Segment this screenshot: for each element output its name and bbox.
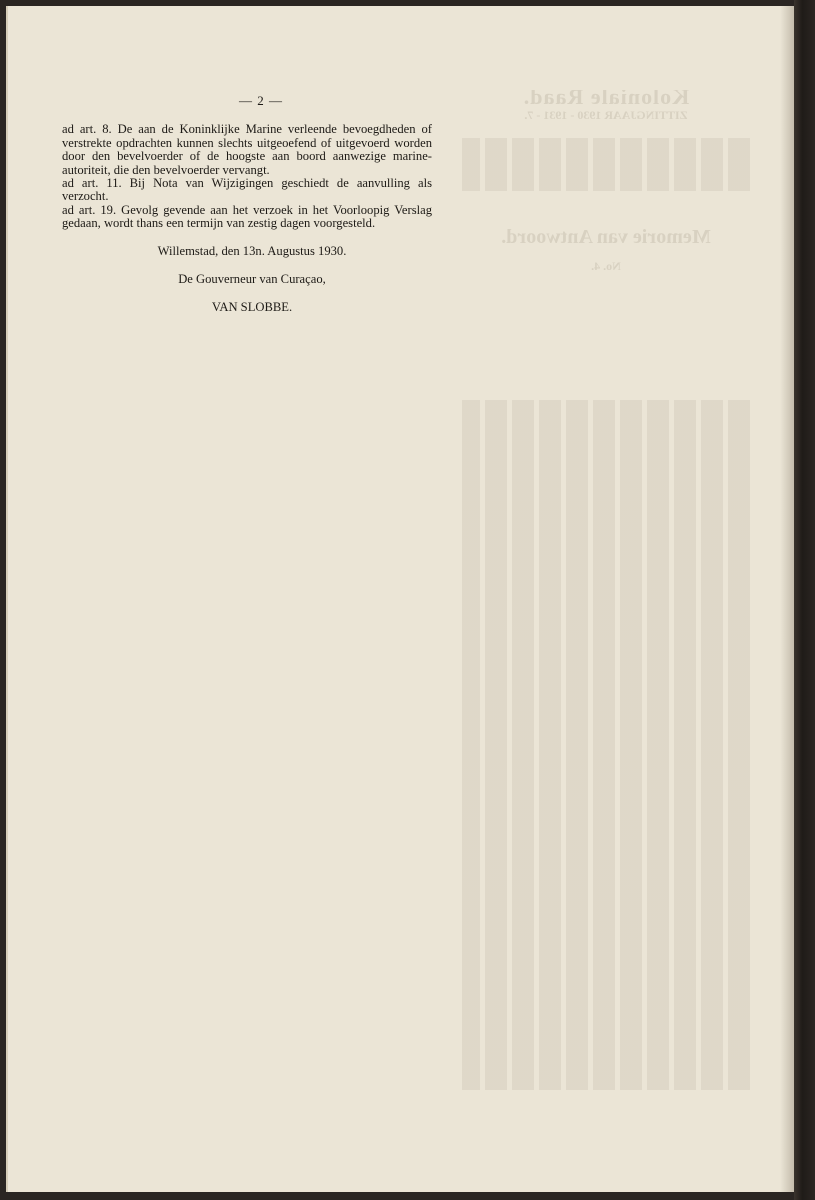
paragraph-art-19: ad art. 19. Gevolg gevende aan het verzoek in het Voorloopig Verslag gedaan, wordt thans een termijn van zestig dagen voorgesteld. (62, 202, 432, 231)
signature-block (62, 245, 432, 315)
bleed-heading: Koloniale Raad. (522, 90, 690, 109)
page-shadow (780, 6, 794, 1192)
signatory-name: VAN SLOBBE. (211, 300, 293, 315)
bleed-through-text (462, 90, 750, 1090)
signatory-title: De Gouverneur van Curaçao, (178, 272, 326, 287)
document-body (62, 94, 432, 330)
paragraph-art-11: ad art. 11. Bij Nota van Wijzigingen geschiedt de aanvulling als verzocht. (62, 176, 432, 204)
page-number: — 2 — (239, 93, 283, 108)
document-page (6, 6, 794, 1192)
bleed-memorie: Memorie van Antwoord. (501, 226, 711, 249)
paragraph-art-8: ad art. 8. De aan de Koninklijke Marine verleende bevoegdheden of verstrekte opdrachten kunnen slechts uitgeoefend of uitgevoerd worden door den bevelvoerder of de hoogste aan boord aanwezige marine-autoriteit, die den bevelvoerder vervangt. (62, 122, 432, 177)
book-edge (794, 0, 815, 1200)
place-date: Willemstad, den 13n. Augustus 1930. (157, 243, 347, 258)
bleed-subheading: ZITTINGJAAR 1930 - 1931 - 7. (524, 108, 688, 123)
bleed-number: No. 4. (591, 259, 621, 274)
